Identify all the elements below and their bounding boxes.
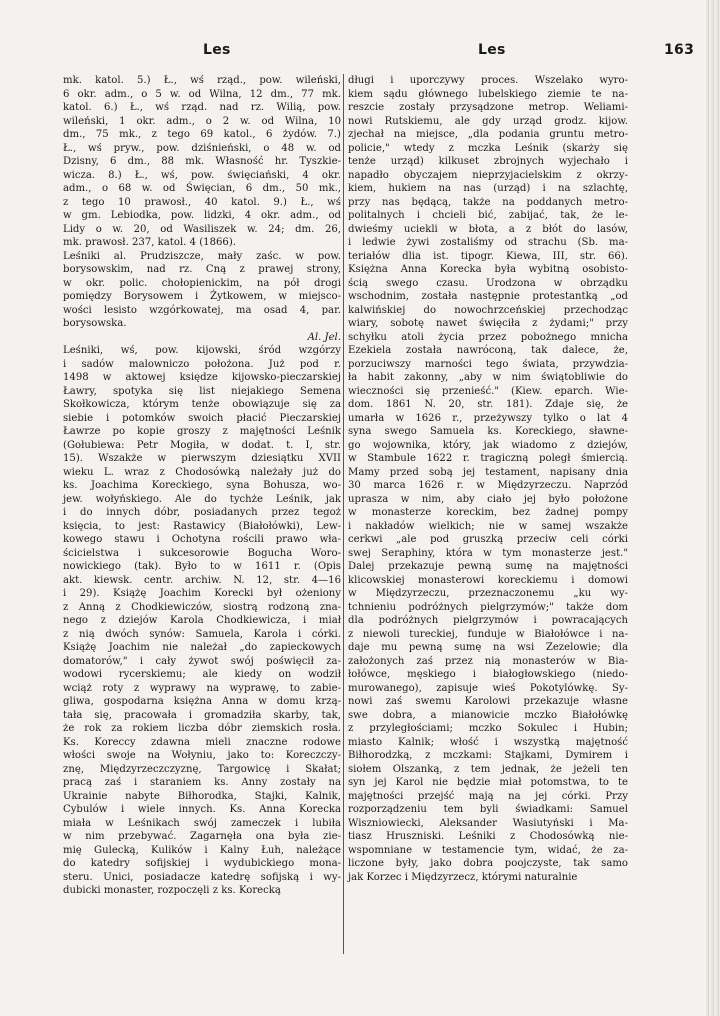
text-line: dubicki monaster, rozpoczęli z ks. Korecką <box>63 885 281 896</box>
text-line: w okr. polic. chołopienickim, na pół drogi <box>63 277 341 289</box>
text-line: w gm. Lebiodka, pow. lidzki, 4 okr. adm., od <box>63 210 341 221</box>
text-line: tenże urząd) kilkuset zbrojnych wyjechało i <box>348 156 628 167</box>
text-line: miała w Leśnikach swój zameczek i lubiła <box>63 817 341 829</box>
text-line: wciąż roty z wyprawy na wyprawę, to zabie- <box>63 682 341 694</box>
text-line: jak Korzec i Międzyrzecz, którymi naturalnie <box>348 871 578 883</box>
text-line: 15). Wszakże w pierwszym dziesiątku XVII <box>63 453 341 464</box>
text-line: syna swego Samuela ks. Koreckiego, sławne- <box>348 426 628 437</box>
text-line: 1498 w aktowej księdze kijowsko-pieczarskiej <box>63 372 341 383</box>
text-line: łołówce, męskiego i białogłowskiego (niedo- <box>348 669 628 680</box>
text-line: z przyległościami; mczko Sokulec i Hubin; <box>348 723 628 734</box>
text-line: pracą zaś i staraniem ks. Anny zostały na <box>63 777 341 788</box>
text-line: założonych zaś przez nią monasterów w Bia- <box>348 655 628 667</box>
text-line: uprasza w nim, aby ciało jej było położone <box>348 493 628 505</box>
text-line: mk. prawosł. 237, katol. 4 (1866). <box>63 237 236 248</box>
text-line: gliwa, gospodarna księżna Anna w domu krzą- <box>63 696 341 707</box>
text-line: borysowskim, nad rz. Cną z prawej strony, <box>63 264 341 275</box>
page-edge <box>706 0 720 1016</box>
text-line: tała się, pracowała i gromadziła skarby, tak, <box>63 709 341 721</box>
text-line: wieku L. wraz z Chodosówką należały już do <box>63 466 341 478</box>
text-line: swe dobra, a mianowicie mczko Białołówkę <box>348 709 628 721</box>
text-line: Wiszniowiecki, Aleksander Wasiutyński i Ma- <box>348 817 628 829</box>
text-line: znę, Międzyrzeczczyznę, Targowicę i Skałat; <box>63 763 341 775</box>
text-line: Ezekiela została nawróconą, tak dalece, że, <box>348 345 628 356</box>
text-line: Ławry, spotyka się list niejakiego Semena <box>63 385 341 397</box>
right-column <box>348 74 628 884</box>
text-line: 6 okr. adm., o 5 w. od Wilna, 12 dm., 77 mk. <box>63 88 341 100</box>
text-line: Ukrainie nabyte Biłhorodka, Stajki, Kalnik, <box>63 790 341 802</box>
text-line: siołem Olszanką, z tem jednak, że jeżeli ten <box>348 763 628 775</box>
text-line: napadło obyczajem nieprzyjacielskim z okrzy- <box>348 169 628 181</box>
text-line: w Stambule 1622 r. tragiczną poległ śmiercią. <box>348 453 628 464</box>
text-line: adm., o 68 w. od Święcian, 6 dm., 50 mk., <box>63 183 341 194</box>
left-column <box>63 74 341 898</box>
text-line: włości swoje na Wołyniu, jako to: Koreczczy- <box>63 750 341 761</box>
text-line: wieczności się przenieść." (Kiew. eparch. Wie- <box>348 385 628 397</box>
text-line: wicza. 8.) Ł., wś, pow. święciański, 4 okr. <box>63 169 341 181</box>
text-line: cerkwi „ale pod gruszką przeciw celi córki <box>348 534 628 545</box>
text-line: i 29). Książę Joachim Korecki był ożeniony <box>63 588 341 599</box>
text-line: z Anną z Chodkiewiczów, siostrą rodzoną zna- <box>63 601 341 613</box>
text-line: pomiędzy Borysowem i Żytkowem, w miejsco- <box>63 291 341 302</box>
text-line: z niewoli tureckiej, funduje w Białołówce i na- <box>348 628 628 640</box>
text-line: ścicielstwa i sukcesorowie Bogucha Woro- <box>63 547 341 559</box>
text-line: siebie i potomków swoich płacić Pieczarskiej <box>63 412 341 424</box>
text-line: ścią swego czasu. Urodzona w obrządku <box>348 277 628 289</box>
text-line: w Międzyrzeczu, przeznaczonemu „ku wy- <box>348 588 628 599</box>
text-line: Biłhorodzką, z mczkami: Stajkami, Dymirem i <box>348 750 628 761</box>
text-line: i ledwie żywi zostaliśmy od strachu (Sb. ma- <box>348 237 628 248</box>
text-line: klicowskiej monasterowi koreckiemu i domowi <box>348 574 628 586</box>
text-line: ła habit zakonny, „aby w nim świątobliwie do <box>348 372 628 383</box>
text-line: z tego 10 prawosł., 40 katol. 9.) Ł., wś <box>63 196 341 208</box>
text-line: Dalej przekazuje pewną sumę na majętności <box>348 561 628 572</box>
text-line: Skołkowicza, którym tenże obowiązuje się za <box>63 399 341 410</box>
text-line: dwieśmy uciekli w błota, a z błót do lasów, <box>348 223 628 235</box>
text-line: Ł., wś pryw., pow. dziśnieński, o 48 w. od <box>63 142 341 154</box>
text-line: księcia, to jest: Rastawicy (Białołówki), Lew- <box>63 520 341 532</box>
text-line: długi i uporczywy proces. Wszelako wyro- <box>348 75 628 86</box>
column-divider <box>343 74 344 954</box>
text-line: ks. Joachima Koreckiego, syna Bohusza, wo- <box>63 480 341 491</box>
running-head-left: Les <box>203 42 231 58</box>
text-line: Lidy o w. 20, od Wasiliszek w. 24; dm. 26, <box>63 223 341 235</box>
page-number: 163 <box>664 42 695 58</box>
text-line: akt. kiewsk. centr. archiw. N. 12, str. 4—16 <box>63 574 341 586</box>
text-line: kowego stawu i Ochotyna rościli prawo wła- <box>63 534 341 545</box>
text-line: wspomniane w testamencie tym, widać, że za- <box>348 844 628 856</box>
text-line: mk. katol. 5.) Ł., wś rząd., pow. wileński, <box>63 75 341 86</box>
text-line: policie," wtedy z mczka Leśnik (skarży się <box>348 142 628 154</box>
text-line: mię Gulecką, Kulików i Kalny Łuh, należące <box>63 844 341 856</box>
text-line: umarła w 1626 r., przeżywszy tylko o lat 4 <box>348 412 628 424</box>
text-line: w nim przebywać. Zagarnęła ona była zie- <box>63 831 341 842</box>
text-line: kalwińskiej do nowochrzceńskiej przechodząc <box>348 304 628 316</box>
text-line: borysowska. <box>63 318 127 329</box>
text-line: nego z dziejów Karola Chodkiewicza, i miał <box>63 615 341 626</box>
text-line: syn jej Karol nie będzie miał potomstwa, to te <box>348 777 628 788</box>
text-line: zjechał na miejsce, „dla podania gruntu metro- <box>348 129 628 140</box>
text-line: dm., 75 mk., z tego 69 katol., 6 żydów. 7.) <box>63 129 341 140</box>
text-line: i nakładów wielkich; nie w samej wszakże <box>348 520 628 532</box>
text-line: Książę Joachim nie należał „do zapieckowych <box>63 642 341 653</box>
text-line: kiem, hukiem na nas (urząd) i na szlachtę, <box>348 183 628 194</box>
text-line: Ławrze po kopie groszy z majętności Leśnik <box>63 426 341 437</box>
text-line: daje mu pewną sumę na wsi Zezelowie; dla <box>348 642 628 653</box>
text-line: przy nas będącą, także na poddanych metro- <box>348 196 628 208</box>
text-line: z nią dwóch synów: Samuela, Karola i córki. <box>63 628 341 640</box>
text-line: murowanego), zapisuje wieś Pokotylówkę. Sy- <box>348 682 628 694</box>
text-line: i do innych dóbr, posiadanych przez tegoż <box>63 507 341 518</box>
text-line: majętności przejść mają na jej córki. Przy <box>348 790 628 802</box>
text-line: schyłku atoli życia przez pobożnego mnicha <box>348 331 628 343</box>
text-line: go wojownika, który, jak wiadomo z dziejów, <box>348 439 628 451</box>
text-line: wości lesisto wzgórkowatej, ma osad 4, par. <box>63 304 341 316</box>
text-line: katol. 6.) Ł., wś rząd. nad rz. Wilią, pow. <box>63 102 341 113</box>
text-line: wileński, 1 okr. adm., o 2 w. od Wilna, 10 <box>63 115 341 127</box>
running-head-right: Les <box>478 42 506 58</box>
text-line: porzuciwszy marności tego świata, przywdzia- <box>348 358 628 370</box>
text-line: tiasz Hruszniski. Leśniki z Chodosówką nie- <box>348 831 628 842</box>
text-line: wschodnim, została następnie protestantką „od <box>348 291 628 302</box>
text-line: miasto Kalnik; włość i wszystką majętność <box>348 736 628 748</box>
text-line: teriałów dlia ist. tipogr. Kiewa, III, str. 66). <box>348 250 628 262</box>
text-line: rozporządzeniu tem byli świadkami: Samuel <box>348 804 628 815</box>
text-line: Al. Jel. <box>307 331 341 343</box>
text-line: dla podróżnych pielgrzymów i powracających <box>348 615 628 626</box>
text-line: swej Seraphiny, która w tym monasterze jest." <box>348 547 628 559</box>
text-line: (Gołubiewa: Petr Mogiła, w dodat. t. I, str. <box>63 439 341 451</box>
text-line: jew. wołyńskiego. Ale do tychże Leśnik, jak <box>63 493 341 505</box>
text-line: Leśniki, wś, pow. kijowski, śród wzgórzy <box>63 345 341 356</box>
text-line: nowi zaś swemu Karolowi przekazuje własne <box>348 696 628 707</box>
text-line: Cybulów i wiele innych. Ks. Anna Korecka <box>63 804 341 815</box>
text-line: wiary, sobotę nawet święciła z żydami;" przy <box>348 318 628 329</box>
text-line: w monasterze koreckim, bez żadnej pompy <box>348 507 628 518</box>
text-line: wodowi rycerskiemu; ale kiedy on wodził <box>63 669 341 680</box>
text-line: tchnieniu podróżnych pielgrzymów;" także dom <box>348 601 628 613</box>
text-line: domatorów," i cały żywot swój poświęcił za- <box>63 655 341 667</box>
text-line: dom. 1861 N. 20, str. 181). Zdaje się, że <box>348 399 628 410</box>
text-line: 30 marca 1626 r. w Międzyrzeczu. Naprzód <box>348 480 628 491</box>
text-line: Ks. Koreccy zdawna mieli znaczne rodowe <box>63 736 341 748</box>
text-line: nowickiego (tak). Było to w 1611 r. (Opis <box>63 561 341 572</box>
text-line: politalnych i chcieli bić, zabijać, tak, że le- <box>348 210 628 221</box>
text-line: liczone były, jako dobra poojczyste, tak samo <box>348 858 628 869</box>
text-line: steru. Unici, posiadacze katedrę sofijską i wy- <box>63 871 341 883</box>
text-line: Mamy przed sobą jej testament, napisany dnia <box>348 466 628 478</box>
text-line: Księżna Anna Korecka była wybitną osobisto- <box>348 264 628 275</box>
text-line: reszcie zostały przysądzone metrop. Weliami- <box>348 102 628 113</box>
text-line: Leśniki al. Prudziszcze, mały zaśc. w pow. <box>63 250 341 262</box>
text-line: kiem sądu głównego lubelskiego ziemie te na- <box>348 88 628 100</box>
text-line: i sadów malowniczo położona. Już pod r. <box>63 358 341 370</box>
text-line: że rok za rokiem liczba dóbr ziemskich rosła. <box>63 723 341 734</box>
text-line: do katedry sofijskiej i wydubickiego mona- <box>63 858 341 869</box>
text-line: Dzisny, 6 dm., 88 mk. Własność hr. Tyszkie- <box>63 156 341 167</box>
text-line: nowi Rutskiemu, ale gdy urząd grodz. kijow. <box>348 115 628 127</box>
